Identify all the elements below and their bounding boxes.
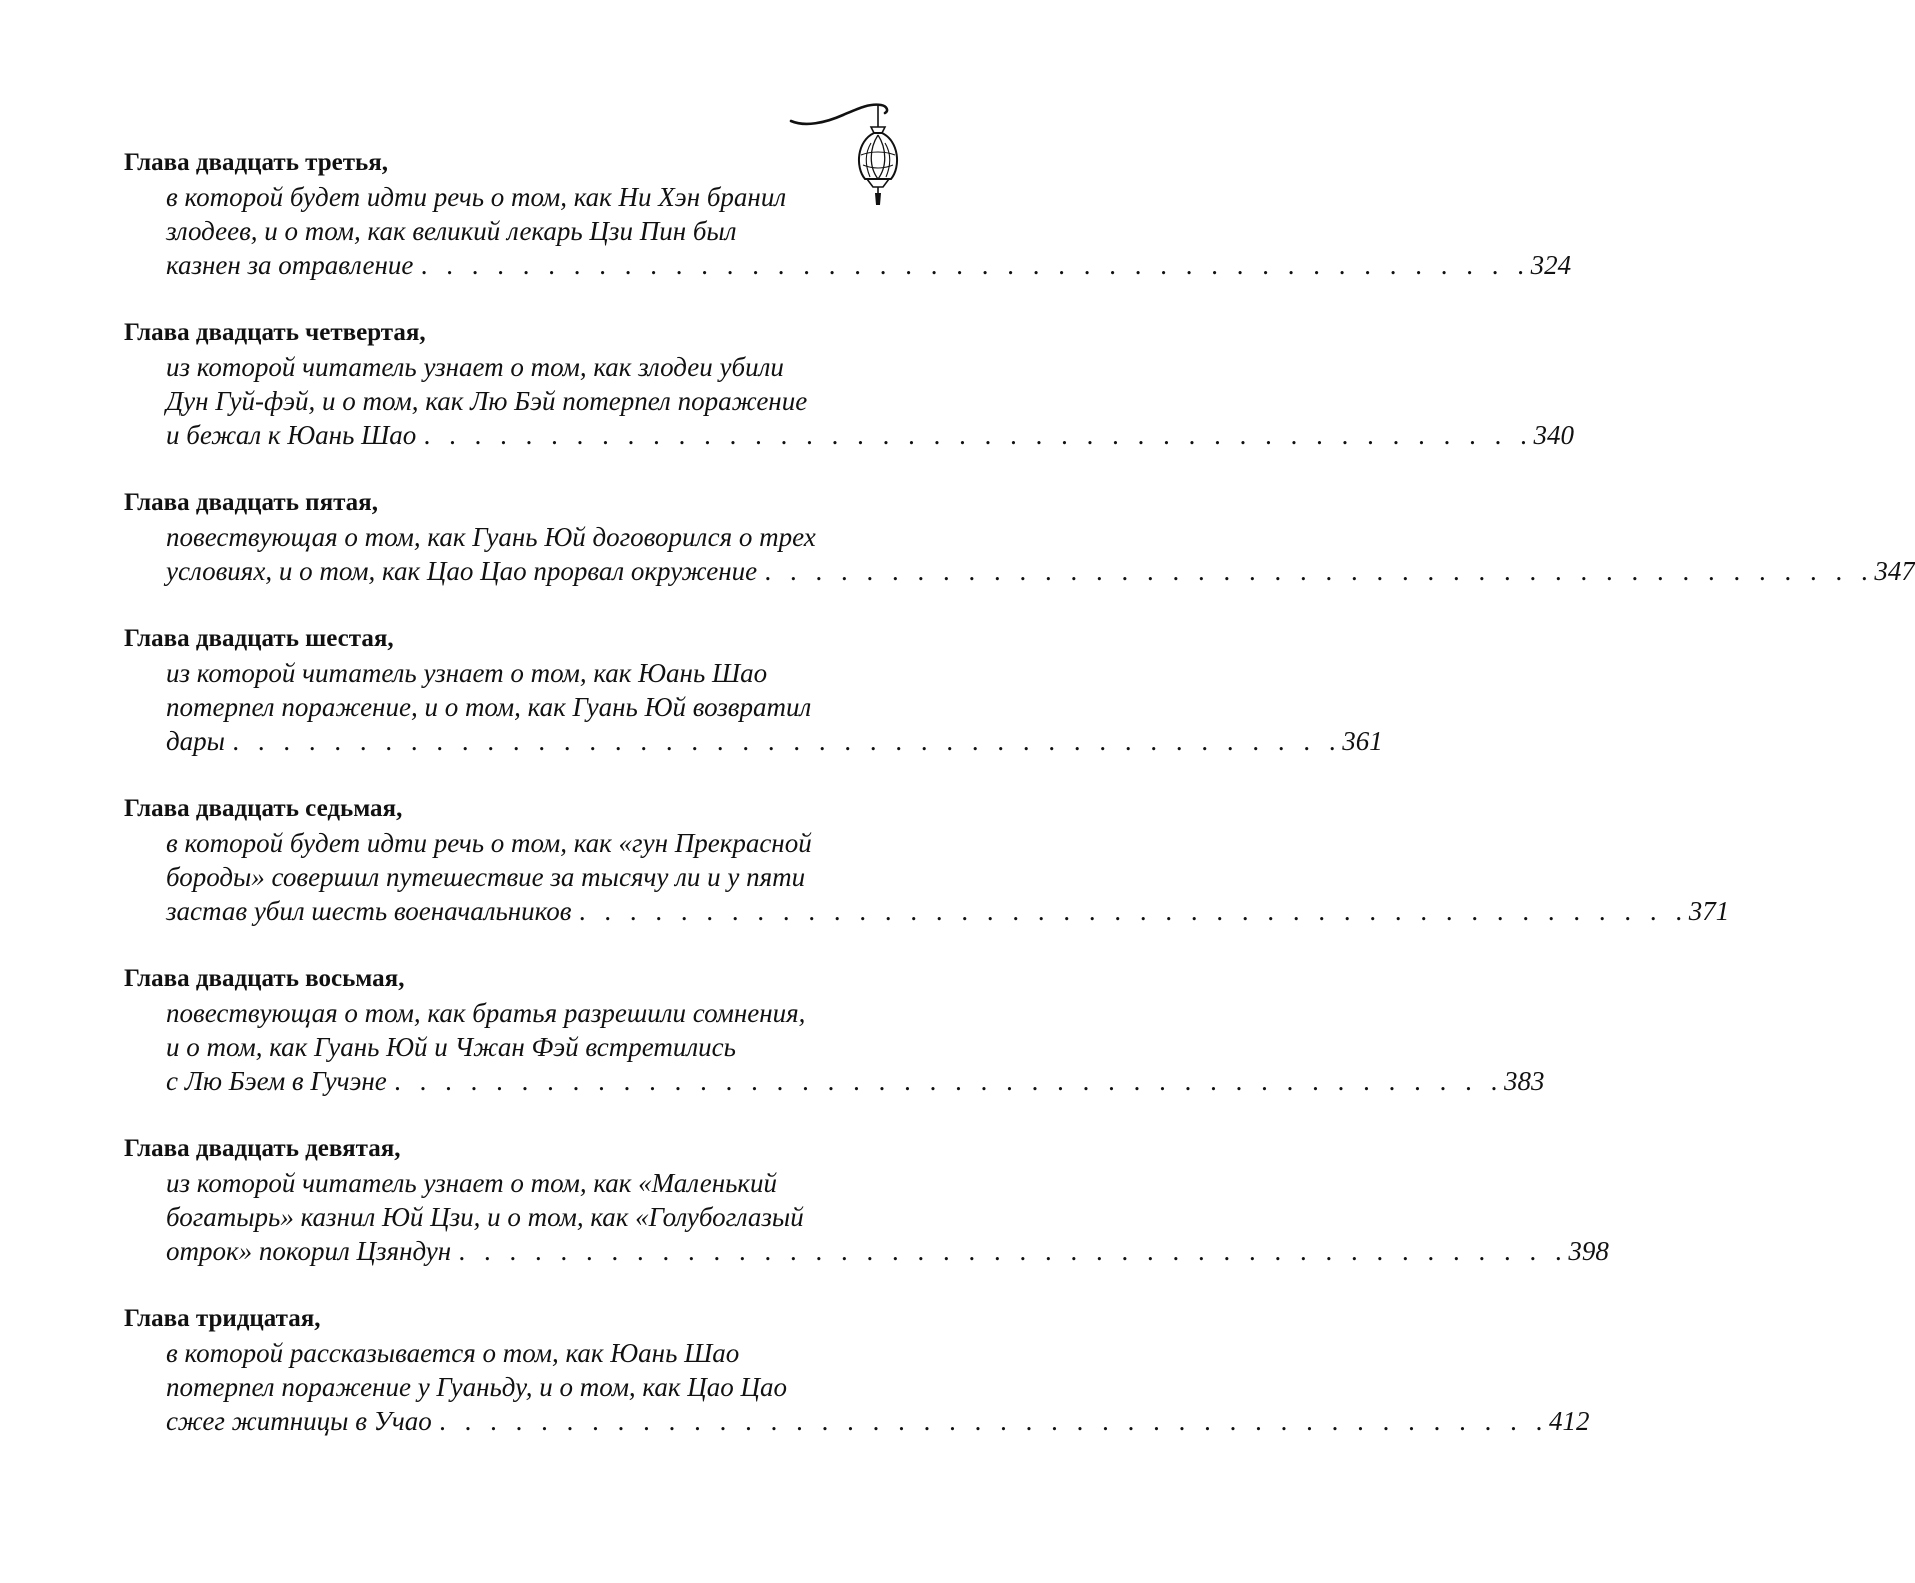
chapter-title: Глава двадцать шестая,: [124, 625, 394, 652]
dot-leader: . . . . . . . . . . . . . . . . . . . . . . . . . . . . . . . . . . . . . . . . . . . .: [579, 896, 1689, 926]
dot-leader: . . . . . . . . . . . . . . . . . . . . . . . . . . . . . . . . . . . . . . . . . . . .: [421, 250, 1531, 280]
description-last-line: [166, 418, 1575, 452]
description-line: злодеев, и о том, как великий лекарь Цзи Пин был: [166, 216, 737, 246]
chapter-title: Глава двадцать седьмая,: [124, 795, 403, 822]
toc-entry[interactable]: [124, 622, 1383, 792]
description-line: казнен за отравление: [166, 250, 414, 280]
description-line: богатырь» казнил Юй Цзи, и о том, как «Голубоглазый: [166, 1202, 804, 1232]
toc-entry[interactable]: [124, 316, 1575, 486]
page-number: 383: [1504, 1066, 1545, 1096]
toc-entry[interactable]: [124, 962, 1545, 1132]
chapter-title: Глава тридцатая,: [124, 1305, 321, 1332]
page-number: 340: [1533, 420, 1575, 450]
chapter-description: [166, 1336, 1590, 1438]
description-line: повествующая о том, как братья разрешили сомнения,: [166, 998, 806, 1028]
page-number: 347: [1874, 556, 1915, 586]
chapter-title: Глава двадцать третья,: [124, 149, 389, 176]
description-line: с Лю Бэем в Гучэне: [166, 1066, 387, 1096]
description-last-line: [166, 894, 1730, 928]
chapter-title: Глава двадцать девятая,: [124, 1135, 401, 1162]
description-last-line: [166, 248, 1572, 282]
chapter-title: Глава двадцать четвертая,: [124, 319, 426, 346]
dot-leader: . . . . . . . . . . . . . . . . . . . . . . . . . . . . . . . . . . . . . . . . . . . .: [439, 1406, 1549, 1436]
chapter-description: [166, 180, 1572, 282]
description-line: из которой читатель узнает о том, как Юань Шао: [166, 658, 768, 688]
description-line: в которой будет идти речь о том, как «гун Прекрасной: [166, 828, 812, 858]
description-line: и бежал к Юань Шао: [166, 420, 417, 450]
page-number: 412: [1548, 1406, 1590, 1436]
page-number: 324: [1530, 250, 1572, 280]
description-line: застав убил шесть военачальников: [166, 896, 572, 926]
description-line: в которой будет идти речь о том, как Ни Хэн бранил: [166, 182, 787, 212]
description-line: потерпел поражение у Гуаньду, и о том, как Цао Цао: [166, 1372, 788, 1402]
description-line: Дун Гуй-фэй, и о том, как Лю Бэй потерпел поражение: [166, 386, 808, 416]
toc-entry[interactable]: [124, 792, 1730, 962]
description-line: из которой читатель узнает о том, как «Маленький: [166, 1168, 778, 1198]
dot-leader: . . . . . . . . . . . . . . . . . . . . . . . . . . . . . . . . . . . . . . . . . . . .: [765, 556, 1875, 586]
description-line: отрок» покорил Цзяндун: [166, 1236, 452, 1266]
table-of-contents: [124, 146, 1915, 1472]
description-line: потерпел поражение, и о том, как Гуань Юй возвратил: [166, 692, 812, 722]
description-last-line: [166, 1064, 1545, 1098]
toc-entry[interactable]: [124, 146, 1572, 316]
toc-entry[interactable]: [124, 1132, 1609, 1302]
dot-leader: . . . . . . . . . . . . . . . . . . . . . . . . . . . . . . . . . . . . . . . . . . . .: [459, 1236, 1569, 1266]
toc-entry[interactable]: [124, 1302, 1590, 1472]
description-line: дары: [166, 726, 225, 756]
dot-leader: . . . . . . . . . . . . . . . . . . . . . . . . . . . . . . . . . . . . . . . . . . . .: [232, 726, 1343, 756]
dot-leader: . . . . . . . . . . . . . . . . . . . . . . . . . . . . . . . . . . . . . . . . . . . .: [394, 1066, 1504, 1096]
description-line: условиях, и о том, как Цао Цао прорвал окружение: [166, 556, 758, 586]
description-line: в которой рассказывается о том, как Юань Шао: [166, 1338, 740, 1368]
chapter-title: Глава двадцать пятая,: [124, 489, 378, 516]
description-line: повествующая о том, как Гуань Юй договорился о трех: [166, 522, 816, 552]
description-last-line: [166, 724, 1383, 758]
page-number: 361: [1342, 726, 1383, 756]
chapter-description: [166, 520, 1915, 588]
page-number: 398: [1568, 1236, 1609, 1266]
description-last-line: [166, 554, 1915, 588]
description-last-line: [166, 1234, 1609, 1268]
chapter-description: [166, 656, 1383, 758]
description-line: из которой читатель узнает о том, как злодеи убили: [166, 352, 784, 382]
description-line: бороды» совершил путешествие за тысячу ли и у пяти: [166, 862, 806, 892]
chapter-description: [166, 1166, 1609, 1268]
page-number: 371: [1688, 896, 1730, 926]
chapter-description: [166, 826, 1730, 928]
chapter-description: [166, 350, 1575, 452]
toc-entry[interactable]: [124, 486, 1915, 622]
dot-leader: . . . . . . . . . . . . . . . . . . . . . . . . . . . . . . . . . . . . . . . . . . . .: [424, 420, 1534, 450]
description-line: и о том, как Гуань Юй и Чжан Фэй встретились: [166, 1032, 736, 1062]
chapter-title: Глава двадцать восьмая,: [124, 965, 405, 992]
chapter-description: [166, 996, 1545, 1098]
description-line: сжег житницы в Учао: [166, 1406, 432, 1436]
description-last-line: [166, 1404, 1590, 1438]
